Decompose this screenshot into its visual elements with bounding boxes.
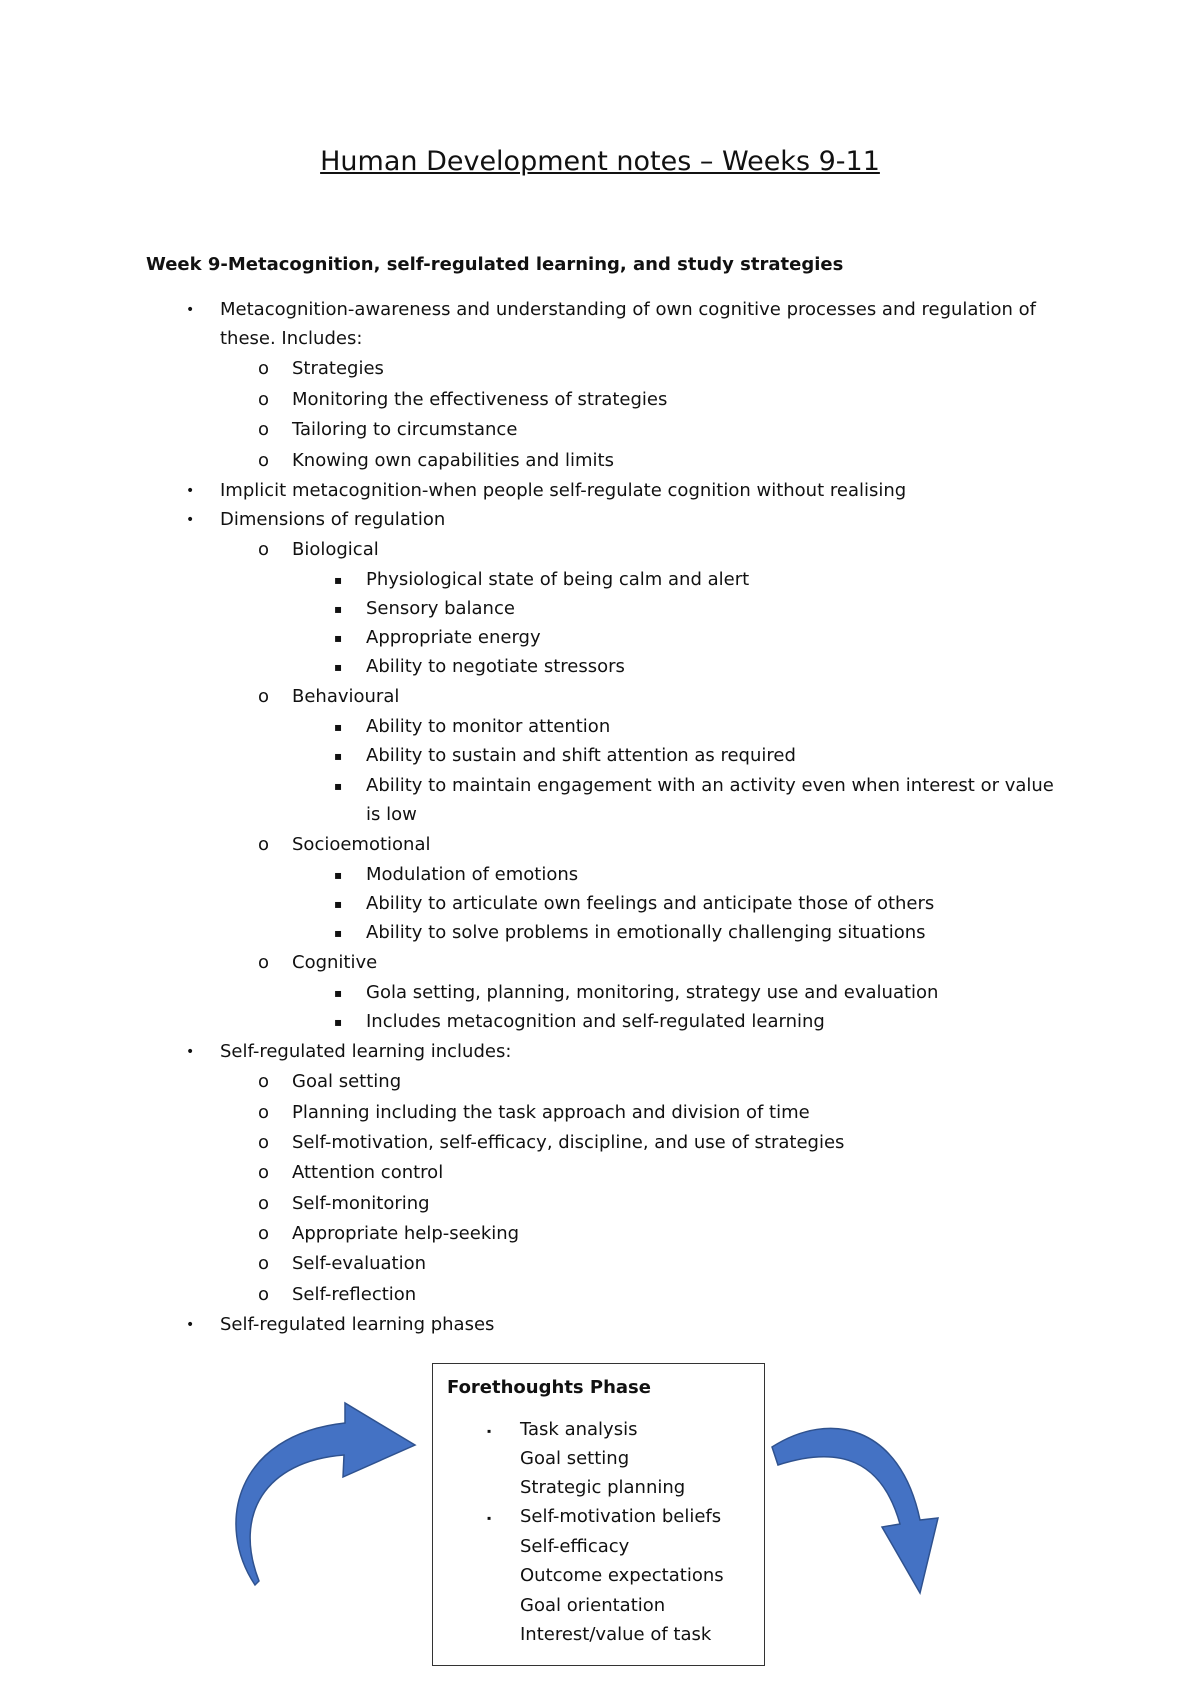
list-item: Socioemotional [292,834,431,855]
list-marker: o [258,952,270,973]
list-marker: o [258,1223,270,1244]
list-item: Self-motivation, self-efficacy, discipline, and use of strategies [292,1132,845,1153]
list-marker: ▪ [334,749,343,763]
list-marker: o [258,389,270,410]
list-item: Self-regulated learning includes: [220,1041,512,1062]
list-marker: o [258,1132,270,1153]
list-item: Appropriate energy [366,627,541,648]
page-title: Human Development notes – Weeks 9-11 [320,146,880,177]
list-item: Strategies [292,358,384,379]
box-item: Outcome expectations [520,1565,724,1586]
box-item: Interest/value of task [520,1624,712,1645]
list-item: Metacognition-awareness and understanding of own cognitive processes and regulation of [220,299,1037,320]
left-arrow-shape [236,1403,415,1585]
right-curved-arrow-icon [770,1405,970,1605]
list-item: Dimensions of regulation [220,509,446,530]
list-marker: ▪ [334,868,343,882]
list-item: Self-evaluation [292,1253,427,1274]
list-marker: o [258,419,270,440]
list-marker: • [186,512,195,528]
list-item: Modulation of emotions [366,864,579,885]
list-marker: o [258,450,270,471]
list-marker: o [258,834,270,855]
list-item: Attention control [292,1162,444,1183]
list-item: Cognitive [292,952,378,973]
list-item: Self-regulated learning phases [220,1314,495,1335]
list-marker: ▪ [334,573,343,587]
list-marker: • [186,1317,195,1333]
list-marker: ▪ [334,660,343,674]
list-marker: ▪ [334,631,343,645]
list-item: Knowing own capabilities and limits [292,450,614,471]
list-item: Planning including the task approach and division of time [292,1102,810,1123]
forethoughts-phase-box [432,1363,765,1666]
list-item: Ability to monitor attention [366,716,611,737]
box-marker: ▪ [487,1424,492,1438]
left-curved-arrow-icon [215,1395,430,1595]
list-marker: ▪ [334,602,343,616]
list-marker: o [258,1162,270,1183]
list-item: Ability to solve problems in emotionally challenging situations [366,922,926,943]
list-item: Appropriate help-seeking [292,1223,520,1244]
list-item: Implicit metacognition-when people self-regulate cognition without realising [220,480,907,501]
list-marker: • [186,483,195,499]
box-heading: Forethoughts Phase [447,1377,651,1398]
list-marker: o [258,686,270,707]
list-marker: o [258,1193,270,1214]
box-item: Self-efficacy [520,1536,630,1557]
section-heading: Week 9-Metacognition, self-regulated learning, and study strategies [146,254,844,275]
list-marker: o [258,1071,270,1092]
list-marker: o [258,1102,270,1123]
box-item: Goal setting [520,1448,630,1469]
list-item: Includes metacognition and self-regulated learning [366,1011,825,1032]
list-marker: o [258,1253,270,1274]
box-item: Strategic planning [520,1477,686,1498]
box-item: Self-motivation beliefs [520,1506,722,1527]
list-marker: ▪ [334,897,343,911]
list-marker: ▪ [334,1015,343,1029]
list-marker: ▪ [334,986,343,1000]
list-item: Ability to articulate own feelings and anticipate those of others [366,893,935,914]
list-item: Ability to negotiate stressors [366,656,625,677]
right-arrow-shape [772,1428,938,1593]
box-item: Goal orientation [520,1595,666,1616]
list-marker: o [258,539,270,560]
list-item: these. Includes: [220,328,363,349]
list-item: Self-monitoring [292,1193,430,1214]
list-item: Ability to sustain and shift attention as required [366,745,796,766]
list-item: Gola setting, planning, monitoring, strategy use and evaluation [366,982,939,1003]
list-item: Behavioural [292,686,400,707]
list-marker: • [186,1044,195,1060]
list-item: Biological [292,539,379,560]
list-marker: ▪ [334,926,343,940]
list-item: Tailoring to circumstance [292,419,518,440]
list-item: is low [366,804,417,825]
box-marker: ▪ [487,1511,492,1525]
list-marker: • [186,302,195,318]
list-item: Ability to maintain engagement with an activity even when interest or value [366,775,1054,796]
list-item: Goal setting [292,1071,402,1092]
list-marker: ▪ [334,779,343,793]
list-marker: ▪ [334,720,343,734]
list-item: Physiological state of being calm and alert [366,569,750,590]
list-marker: o [258,358,270,379]
list-item: Monitoring the effectiveness of strategies [292,389,668,410]
list-item: Sensory balance [366,598,515,619]
list-item: Self-reflection [292,1284,417,1305]
box-item: Task analysis [520,1419,638,1440]
list-marker: o [258,1284,270,1305]
